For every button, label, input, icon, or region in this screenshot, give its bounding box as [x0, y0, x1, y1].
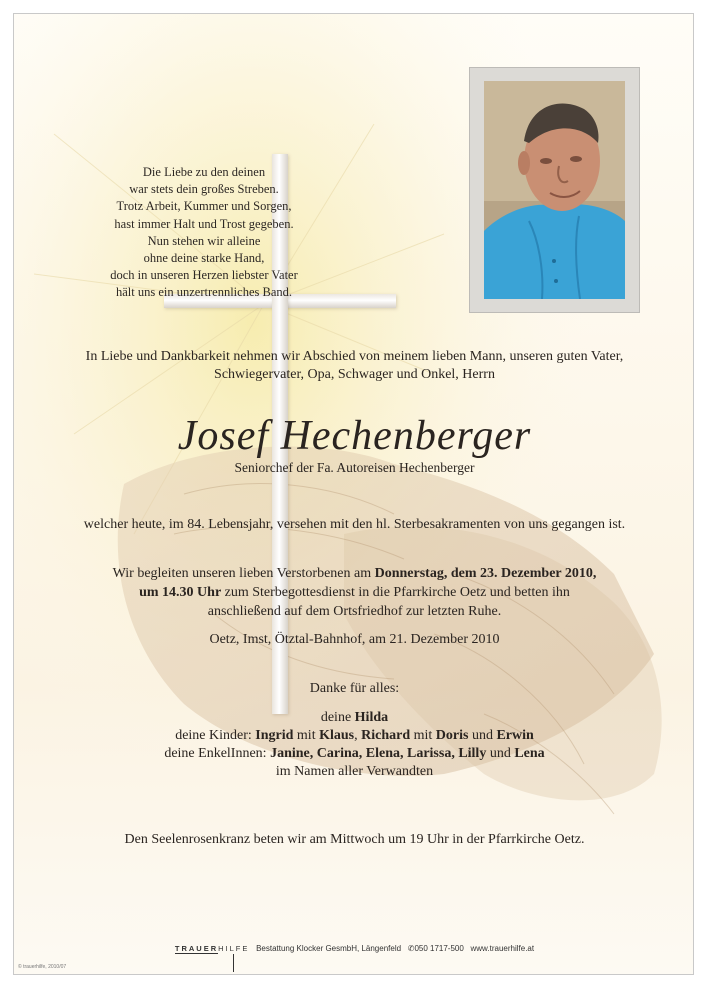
family-name: Lena [514, 746, 545, 761]
service-line: anschließend auf dem Ortsfriedhof zur letzten Ruhe. [207, 604, 502, 619]
service-date: Donnerstag, dem 23. Dezember 2010, [374, 566, 597, 581]
family-name: Doris [435, 728, 469, 743]
family-text: und [486, 746, 515, 761]
service-text: Wir begleiten unseren lieben Verstorbenen am [112, 566, 375, 581]
family-name: Ingrid [255, 728, 294, 743]
family-name: Janine, Carina, Elena, Larissa, Lilly [270, 746, 487, 761]
brand-logo [175, 944, 250, 954]
family-text: deine Kinder: [175, 728, 256, 743]
intro-line: In Liebe und Dankbarkeit nehmen wir Abschied von meinem lieben Mann, unseren guten Vater, [85, 349, 624, 364]
footer-phone: 050 1717-500 [414, 944, 464, 953]
footer-company: Bestattung Klocker GesmbH, Längenfeld [256, 944, 402, 953]
intro-line: Schwiegervater, Opa, Schwager und Onkel, Herrn [214, 367, 495, 382]
footer [14, 944, 694, 953]
family-name: Klaus [319, 728, 355, 743]
service-line [14, 585, 694, 601]
family-text: , [354, 728, 362, 743]
portrait-photo [484, 81, 625, 299]
poem-line: Nun stehen wir alleine [147, 233, 261, 248]
family-text: deine [320, 710, 355, 725]
family-name: Erwin [496, 728, 534, 743]
service-line [14, 566, 694, 582]
family-name: Richard [361, 728, 411, 743]
rosary-notice: Den Seelenrosenkranz beten wir am Mittwoch um 19 Uhr in der Pfarrkirche Oetz. [124, 832, 585, 847]
service-text: zum Sterbegottesdienst in die Pfarrkirche Oetz und betten ihn [221, 585, 570, 600]
poem-line: ohne deine starke Hand, [143, 251, 265, 266]
family-wife [14, 710, 694, 726]
memorial-poem [74, 164, 334, 302]
obituary-card [13, 13, 694, 975]
place-date: Oetz, Imst, Ötztal-Bahnhof, am 21. Dezember 2010 [209, 632, 500, 647]
family-text: und [468, 728, 497, 743]
family-text: mit [410, 728, 436, 743]
death-notice: welcher heute, im 84. Lebensjahr, versehen mit den hl. Sterbesakramenten von uns gegangen ist. [83, 517, 626, 532]
phone-icon: ✆ [407, 944, 415, 953]
service-time: um 14.30 Uhr [139, 585, 222, 600]
family-text: mit [293, 728, 320, 743]
poem-line: Trotz Arbeit, Kummer und Sorgen, [116, 199, 292, 214]
poem-line: hält uns ein unzertrennliches Band. [116, 285, 292, 300]
poem-line: Die Liebe zu den deinen [142, 165, 266, 179]
copyright-note: © trauerhilfe, 2010/07 [18, 964, 67, 970]
footer-web: www.trauerhilfe.at [470, 944, 535, 953]
family-children [14, 728, 694, 744]
thanks-line: Danke für alles: [309, 681, 400, 696]
brand-part: TRAUER [174, 944, 219, 953]
deceased-title: Seniorchef der Fa. Autoreisen Hechenberger [234, 460, 475, 475]
footer-divider [233, 954, 234, 972]
family-grandchildren [14, 746, 694, 762]
brand-part: HILFE [218, 944, 250, 953]
deceased-name: Josef Hechenberger [177, 413, 532, 459]
family-name: Hilda [354, 710, 389, 725]
poem-line: doch in unseren Herzen liebster Vater [110, 268, 298, 283]
portrait-frame [469, 67, 640, 313]
poem-line: war stets dein großes Streben. [129, 182, 279, 197]
poem-line: hast immer Halt und Trost gegeben. [114, 216, 294, 231]
family-text: deine EnkelInnen: [164, 746, 271, 761]
family-relatives: im Namen aller Verwandten [275, 764, 434, 779]
